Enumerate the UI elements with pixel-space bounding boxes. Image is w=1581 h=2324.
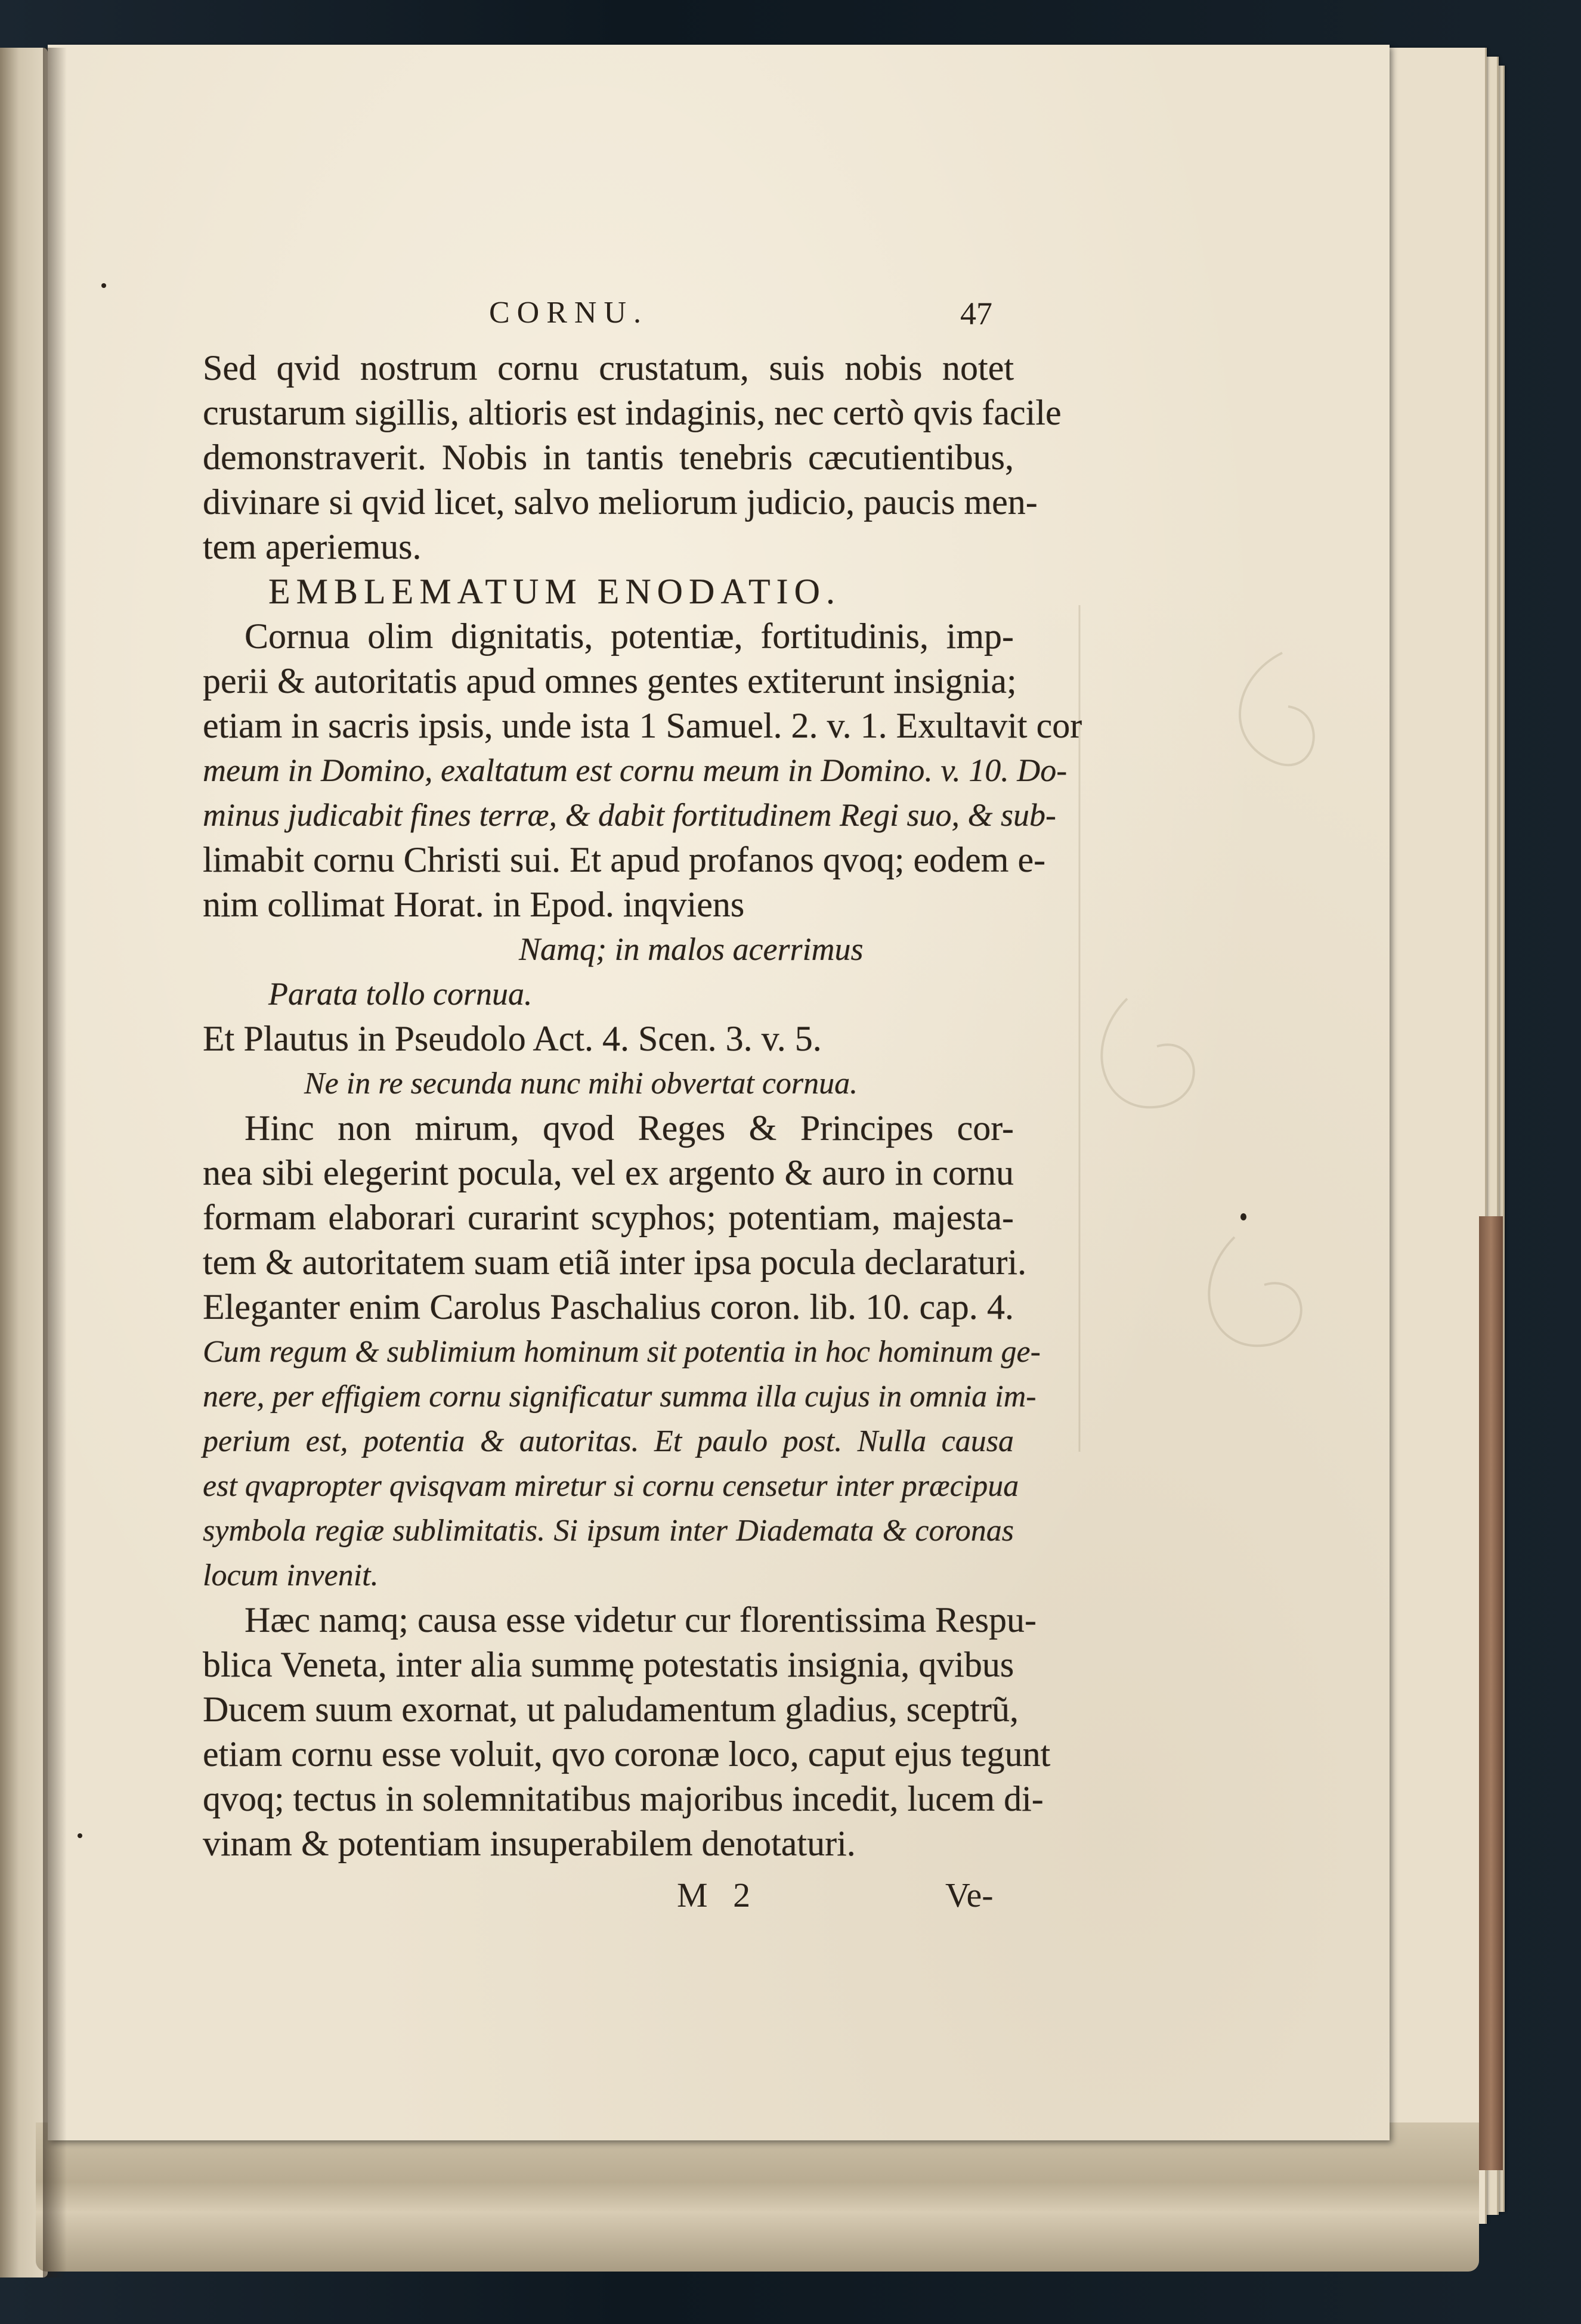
text-line: Sed qvid nostrum cornu crustatum, suis nobis notet — [203, 348, 1014, 388]
left-page-edge — [0, 48, 48, 2277]
text-line: est qvapropter qvisqvam miretur si cornu censetur inter præcipua — [203, 1469, 1019, 1503]
ink-spot — [78, 1833, 82, 1838]
text-line: nere, per effigiem cornu significatur summa illa cujus in omnia im- — [203, 1380, 1037, 1414]
text-line: qvoq; tectus in solemnitatibus majoribus incedit, lucem di- — [203, 1779, 1044, 1818]
text-line: Cornua olim dignitatis, potentiæ, fortitudinis, imp- — [245, 616, 1014, 656]
text-line: blica Veneta, inter alia summę potestatis insignia, qvibus — [203, 1645, 1014, 1684]
signature-mark: M 2 — [677, 1876, 759, 1914]
text-line: divinare si qvid licet, salvo meliorum judicio, paucis men- — [203, 482, 1038, 522]
running-head: CORNU. — [489, 296, 649, 330]
verse-line: Ne in re secunda nunc mihi obvertat cornua. — [304, 1067, 858, 1101]
bottom-page-stack — [36, 2122, 1479, 2272]
text-line: tem & autoritatem suam etiã inter ipsa pocula declaraturi. — [203, 1242, 1027, 1282]
text-line: Hinc non mirum, qvod Reges & Principes cor- — [245, 1108, 1014, 1148]
watermark-swirl — [1056, 581, 1354, 1476]
text-line: locum invenit. — [203, 1558, 379, 1592]
text-line: Et Plautus in Pseudolo Act. 4. Scen. 3. v. 5. — [203, 1019, 822, 1058]
text-line: Ducem suum exornat, ut paludamentum gladius, sceptrũ, — [203, 1690, 1019, 1729]
gutter-shadow — [43, 48, 67, 2277]
text-line: meum in Domino, exaltatum est cornu meum in Domino. v. 10. Do- — [203, 752, 1068, 788]
text-line: Cum regum & sublimium hominum sit potentia in hoc hominum ge- — [203, 1335, 1041, 1369]
text-line: demonstraverit. Nobis in tantis tenebris cæcutientibus, — [203, 438, 1014, 477]
text-line: nea sibi elegerint pocula, vel ex argento & auro in cornu — [203, 1153, 1014, 1192]
text-line: minus judicabit fines terræ, & dabit fortitudinem Regi suo, & sub- — [203, 797, 1056, 833]
verse-line: Namq; in malos acerrimus — [519, 931, 864, 967]
page-number: 47 — [960, 296, 992, 331]
verse-line: Parata tollo cornua. — [268, 976, 533, 1012]
ink-spot — [1240, 1213, 1246, 1220]
text-line: perium est, potentia & autoritas. Et paulo post. Nulla causa — [203, 1424, 1014, 1458]
text-line: perii & autoritatis apud omnes gentes extiterunt insignia; — [203, 661, 1017, 701]
text-line: Hæc namq; causa esse videtur cur florentissima Respu- — [245, 1600, 1037, 1640]
text-line: nim collimat Horat. in Epod. inqviens — [203, 885, 745, 924]
text-line: etiam in sacris ipsis, unde ista 1 Samuel. 2. v. 1. Exultavit cor — [203, 706, 1082, 745]
text-line: symbola regiæ sublimitatis. Si ipsum inter Diademata & coronas — [203, 1514, 1014, 1548]
section-heading: EMBLEMATUM ENODATIO. — [268, 572, 841, 611]
binding-edge — [1479, 1216, 1503, 2170]
text-line: vinam & potentiam insuperabilem denotaturi. — [203, 1824, 856, 1863]
text-line: formam elaborari curarint scyphos; potentiam, majesta- — [203, 1198, 1014, 1237]
text-line: etiam cornu esse voluit, qvo coronæ loco, caput ejus tegunt — [203, 1734, 1051, 1774]
book-page — [48, 45, 1390, 2140]
text-line: tem aperiemus. — [203, 527, 422, 566]
catchword: Ve- — [945, 1876, 994, 1914]
text-line: crustarum sigillis, altioris est indaginis, nec certò qvis facile — [203, 393, 1062, 432]
ink-spot — [101, 283, 106, 288]
text-line: Eleganter enim Carolus Paschalius coron. lib. 10. cap. 4. — [203, 1287, 1014, 1327]
text-line: limabit cornu Christi sui. Et apud profanos qvoq; eodem e- — [203, 840, 1046, 879]
